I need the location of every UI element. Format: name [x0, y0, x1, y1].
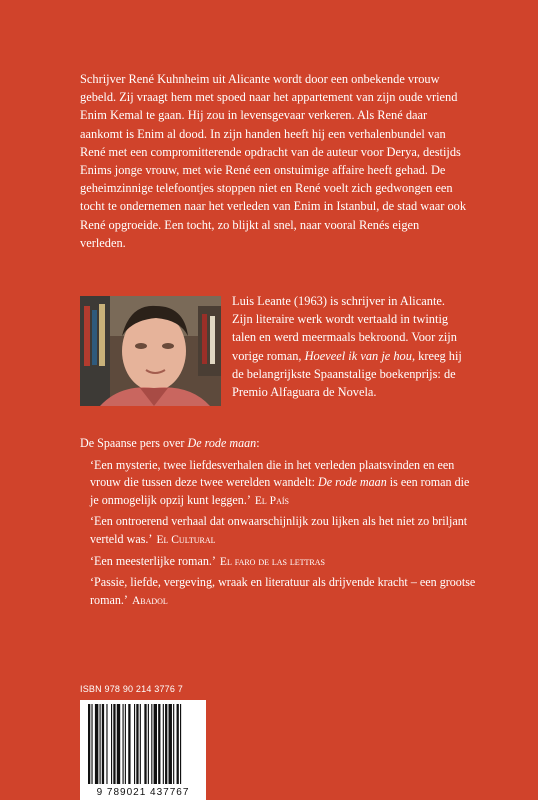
- barcode-bar: [177, 704, 179, 784]
- quote-book-title: De rode maan: [318, 475, 387, 490]
- author-portrait-image: [80, 296, 221, 406]
- barcode-bar: [125, 704, 126, 784]
- author-bio-text-end: , kreeg hij de belangrijkste Spaanstalige boekenprijs: de Premio Alfaguara de Novela.: [232, 348, 462, 400]
- barcode-bar: [111, 704, 112, 784]
- barcode-bar: [134, 704, 135, 784]
- barcode-bar: [169, 704, 172, 784]
- back-cover-blurb: Schrijver René Kuhnheim uit Alicante wordt door een onbekende vrouw gebeld. Zij vraagt hem met spoed naar het appartement van zijn oude vriend Enim Kemal te gaan. Hij zou in levensgevaar verkeren. Als René daar aankomt is Enim al dood. In zijn handen heeft hij een verhalenbundel van René met een compromitterende opdracht van de auteur voor Derya, destijds Enims jonge vrouw, met wie René een onstuimige affaire heeft gehad. De geheimzinnige telefoontjes stoppen niet en René voelt zich gedwongen een tocht te ondernemen naar het verleden van Enim in Istanbul, de stad waar ook René opgroeide. Een tocht, zo blijkt al snel, naar vooral Renés eigen verleden.: [80, 72, 467, 250]
- barcode-bar: [123, 704, 124, 784]
- quote-text-end: is een roman die je onmogelijk opzij kunt leggen.’: [90, 475, 470, 507]
- barcode-bars: [80, 700, 206, 786]
- press-quote-el-cultural: [90, 513, 480, 549]
- barcode-bar: [163, 704, 164, 784]
- press-heading: [80, 435, 480, 453]
- press-heading-book-title: De rode maan: [187, 436, 257, 450]
- quote-source: Abadol: [131, 594, 168, 607]
- barcode-bar: [136, 704, 138, 784]
- barcode-bar: [180, 704, 181, 784]
- quote-text: ‘Een meesterlijke roman.’: [90, 553, 216, 568]
- press-quote-el-faro: [90, 553, 480, 572]
- quote-text: ‘Een ontroerend verhaal dat onwaarschijnlijk zou lijken als het niet zo briljant verteld was.’: [90, 514, 468, 546]
- barcode-bar: [148, 704, 149, 784]
- barcode-bar: [102, 704, 104, 784]
- barcode-bar: [144, 704, 146, 784]
- quote-source: El Cultural: [156, 533, 216, 546]
- author-previous-novel-title: Hoeveel ik van je hou: [304, 348, 412, 363]
- quote-source: El País: [254, 494, 289, 507]
- quote-source: El faro de las lettras: [219, 555, 325, 568]
- barcode-bar: [106, 704, 107, 784]
- press-quote-el-pais: [90, 457, 480, 511]
- barcode-bar: [158, 704, 160, 784]
- barcode-bar: [173, 704, 174, 784]
- barcode-bar: [88, 704, 90, 784]
- isbn-label: ISBN 978 90 214 3776 7: [80, 684, 183, 694]
- barcode-bar: [95, 704, 98, 784]
- barcode-bar: [151, 704, 152, 784]
- press-quote-abadol: [90, 574, 480, 610]
- press-heading-text: De Spaanse pers over: [80, 436, 188, 450]
- barcode-bar: [117, 704, 120, 784]
- barcode-bar: [128, 704, 130, 784]
- author-bio: [232, 292, 468, 401]
- barcode-bar: [113, 704, 115, 784]
- barcode-bar: [154, 704, 157, 784]
- barcode: [80, 700, 206, 800]
- quote-text: ‘Een mysterie, twee liefdesverhalen die in het verleden plaatsvinden en een vrouw die tussen deze twee werelden wandelt:: [90, 457, 455, 490]
- author-photo: [80, 296, 221, 406]
- author-bio-text: Luis Leante (1963) is schrijver in Alicante. Zijn literaire werk wordt vertaald in twintig talen en werd meermaals bekroond. Voor zijn vorige roman,: [232, 294, 457, 363]
- barcode-bar: [91, 704, 92, 784]
- barcode-digits: 9 789021 437767: [96, 787, 190, 798]
- quote-text: ‘Passie, liefde, vergeving, wraak en literatuur als drijvende kracht – een grootse roman.’: [90, 575, 476, 607]
- barcode-bar: [100, 704, 101, 784]
- press-quotes: [80, 435, 480, 613]
- barcode-bar: [140, 704, 141, 784]
- barcode-bar: [165, 704, 167, 784]
- press-heading-colon: :: [256, 436, 260, 450]
